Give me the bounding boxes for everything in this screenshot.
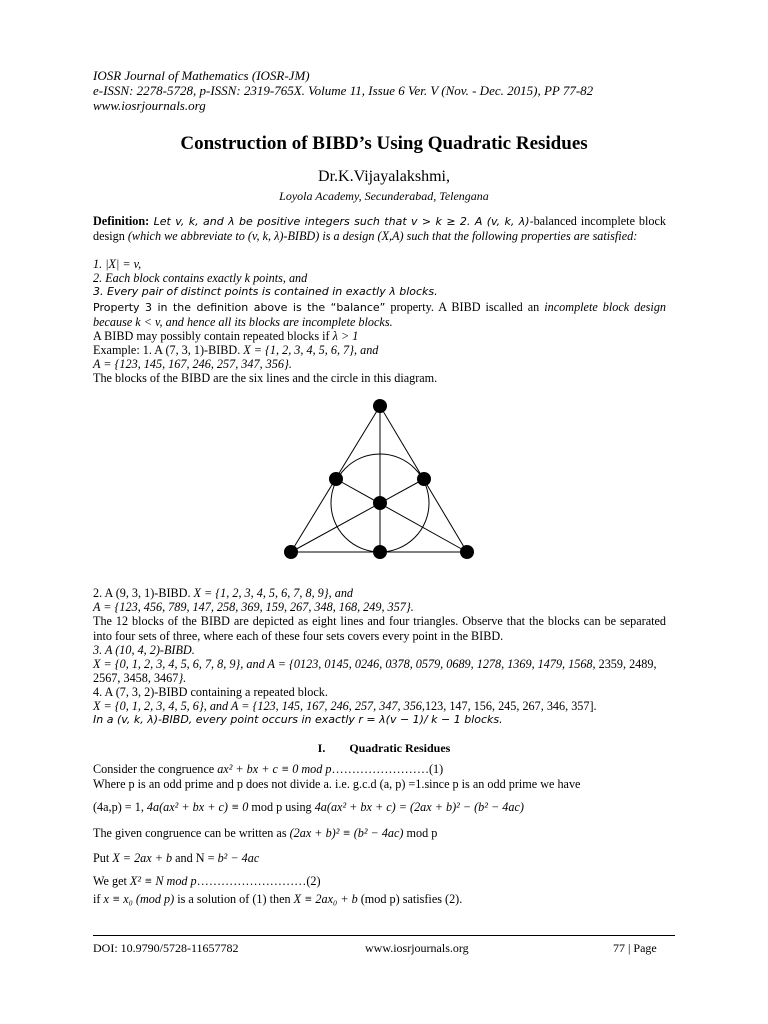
median-left <box>291 479 424 552</box>
property-2: 2. Each block contains exactly k points, and <box>93 271 308 286</box>
point-right-mid <box>417 472 431 486</box>
fano-plane-diagram <box>280 395 490 560</box>
footer-doi[interactable]: DOI: 10.9790/5728-11657782 <box>93 941 239 955</box>
example-4: 4. A (7, 3, 2)-BIBD containing a repeated block. X = {0, 1, 2, 3, 4, 5, 6}, and A = {123, 145, 167, 246, 257, 347, 356,123, 147, 156, 245, 267, 346, 357]. In a (v, k, λ)-BIBD, every point occurs in exactly r = λ(v − 1)/ k − 1 blocks. <box>93 685 597 727</box>
section-title: Quadratic Residues <box>349 741 451 755</box>
definition-label: Definition: <box>93 214 150 228</box>
point-bottom-right <box>460 545 474 559</box>
example-3: 3. A (10, 4, 2)-BIBD. X = {0, 1, 2, 3, 4, 5, 6, 7, 8, 9}, and A = {0123, 0145, 0246, 0378, 0579, 0689, 1278, 1369, 1479, 1568, 2359, 2489, 2567, 3458, 3467}. <box>93 643 657 686</box>
journal-header <box>93 68 593 113</box>
qr-line-7: if x ≡ x₀ (mod p) is a solution of (1) then X ≡ 2ax₀ + b (mod p) satisfies (2). <box>93 892 463 906</box>
author-affiliation: Loyola Academy, Secunderabad, Telengana <box>279 189 489 203</box>
definition-properties <box>93 257 666 300</box>
diagram-caption: The blocks of the BIBD are the six lines and the circle in this diagram. <box>93 371 438 386</box>
footer-website[interactable]: www.iosrjournals.org <box>365 941 469 955</box>
footer-page-number: 77 | Page <box>613 941 657 955</box>
journal-name: IOSR Journal of Mathematics (IOSR-JM) <box>93 68 310 83</box>
journal-website[interactable]: www.iosrjournals.org <box>93 98 206 113</box>
property-1: 1. |X| = v, <box>93 257 142 271</box>
footer-divider <box>93 935 675 936</box>
qr-line-1: Consider the congruence ax² + bx + c ≡ 0 mod p……………………(1) <box>93 762 444 776</box>
author-name: Dr.K.Vijayalakshmi, <box>318 168 450 185</box>
section-heading <box>0 741 768 756</box>
qr-line-3: (4a,p) = 1, 4a(ax² + bx + c) ≡ 0 mod p using 4a(ax² + bx + c) = (2ax + b)² − (b² − 4ac) <box>93 800 524 814</box>
qr-line-2: Where p is an odd prime and p does not divide a. i.e. g.c.d (a, p) =1.since p is an odd prime we have <box>93 777 581 791</box>
qr-line-6: We get X² ≡ N mod p………………………(2) <box>93 874 321 888</box>
section-number: I. <box>317 741 326 755</box>
qr-line-4: The given congruence can be written as (2ax + b)² ≡ (b² − 4ac) mod p <box>93 826 438 840</box>
qr-line-5: Put X = 2ax + b and N = b² − 4ac <box>93 851 260 865</box>
example-2: 2. A (9, 3, 1)-BIBD. X = {1, 2, 3, 4, 5, 6, 7, 8, 9}, and A = {123, 456, 789, 147, 258, 369, 159, 267, 348, 168, 249, 357}. The 12 blocks of the BIBD are depicted as eight lines and four triangles. Observe that the blocks can be separated into four sets of three, where each of these four sets covers every point in the BIBD. <box>93 586 666 643</box>
point-bottom-left <box>284 545 298 559</box>
balance-paragraph: Property 3 in the definition above is the “balance” property. A BIBD iscalled an incomplete block design because k < v, and hence all its blocks are incomplete blocks. <box>93 300 667 330</box>
example-1: Example: 1. A (7, 3, 1)-BIBD. X = {1, 2, 3, 4, 5, 6, 7}, and A = {123, 145, 167, 246, 257, 347, 356}. The blocks of the BIBD are the six lines and the circle in this diagram. <box>93 343 666 386</box>
property-3: 3. Every pair of distinct points is contained in exactly λ blocks. <box>93 285 438 299</box>
journal-issn: e-ISSN: 2278-5728, p-ISSN: 2319-765X. Volume 11, Issue 6 Ver. V (Nov. - Dec. 2015), PP 77-82 <box>93 83 594 98</box>
repeat-blocks-line: A BIBD may possibly contain repeated blocks if λ > 1 <box>93 329 359 343</box>
point-left-mid <box>329 472 343 486</box>
median-right <box>336 479 467 552</box>
point-bottom-mid <box>373 545 387 559</box>
point-top <box>373 399 387 413</box>
paper-title: Construction of BIBD’s Using Quadratic Residues <box>180 133 588 154</box>
definition-paragraph: Definition: Let v, k, and λ be positive integers such that v > k ≥ 2. A (v, k, λ)-balanced incomplete block design (which we abbreviate to (v, k, λ)-BIBD) is a design (X,A) such that the following properties are satisfied: <box>93 214 667 244</box>
point-center <box>373 496 387 510</box>
